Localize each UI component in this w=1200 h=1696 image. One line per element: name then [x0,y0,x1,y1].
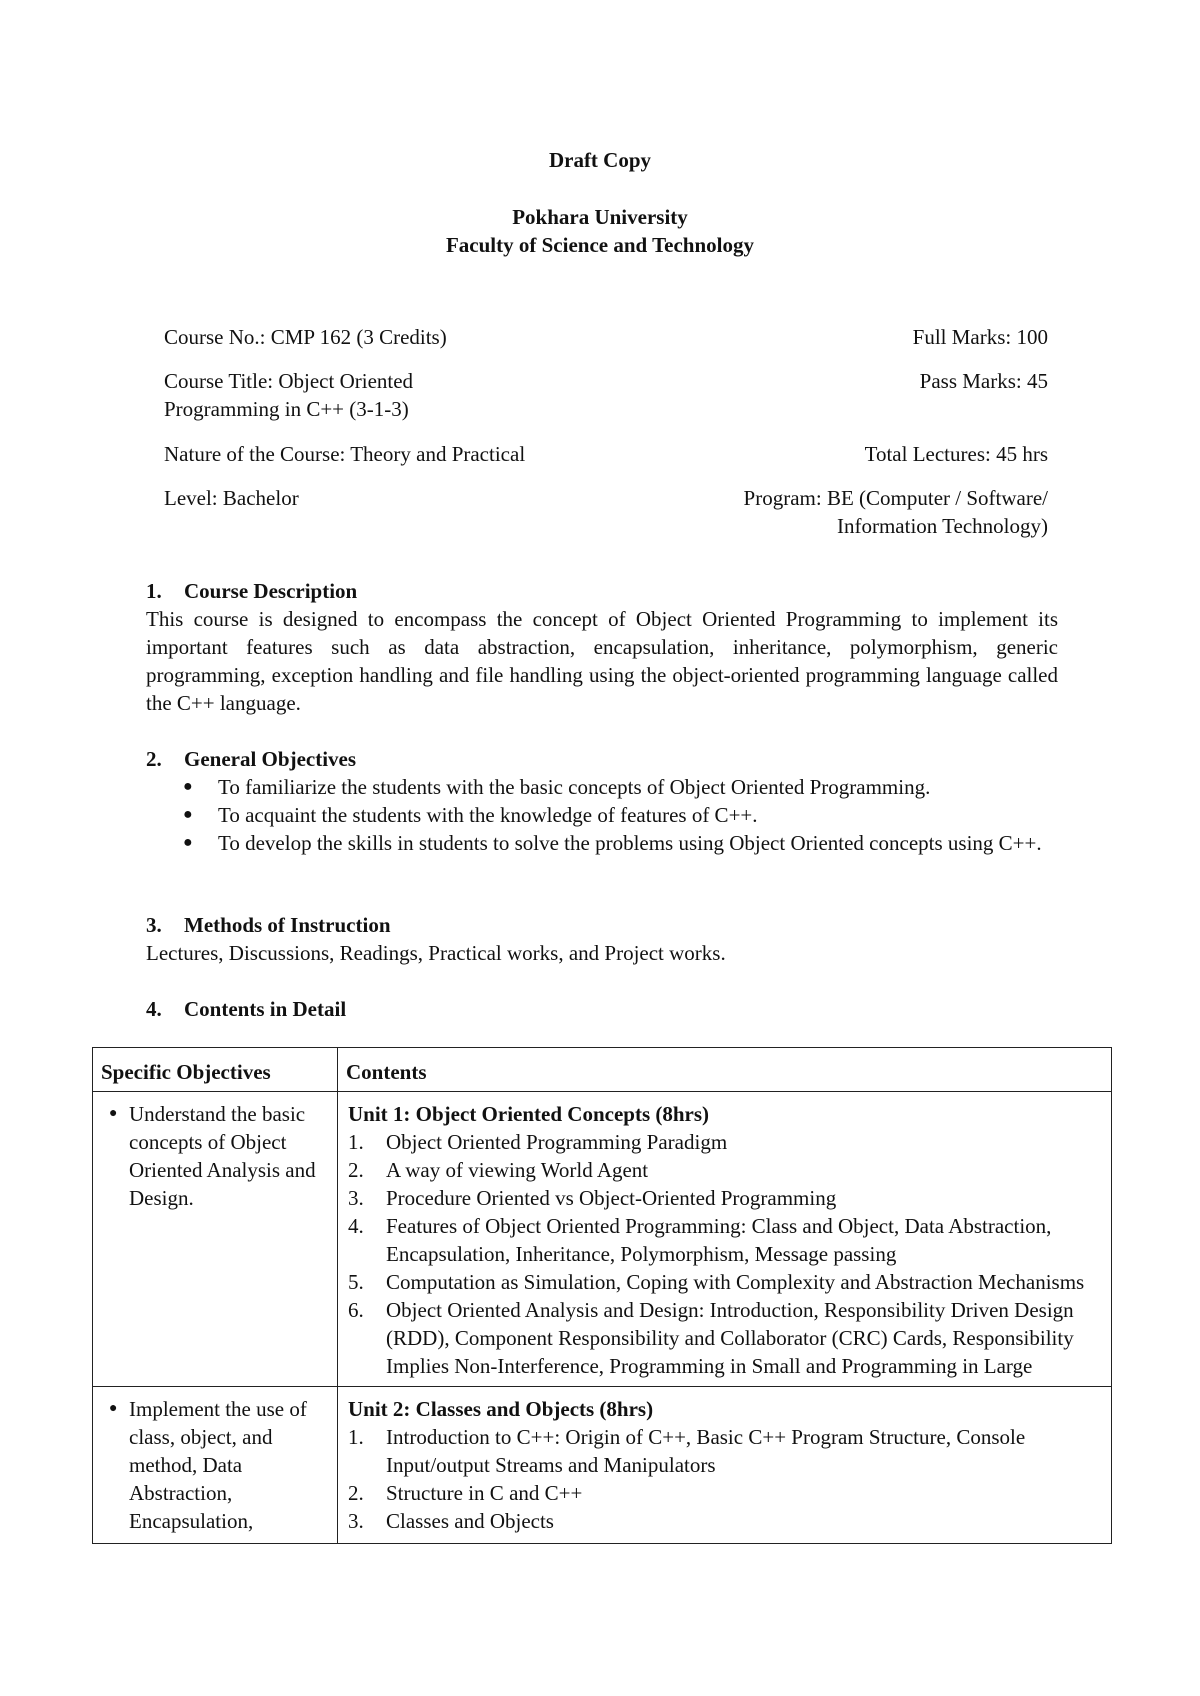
course-description-text: This course is designed to encompass the concept of Object Oriented Programming to implement its important features such as data abstraction, encapsulation, inheritance, polymorphism, generic programming, exception handling and file handling using the object-oriented programming language called the C++ language. [146,607,1058,715]
bullet-icon: ● [183,778,193,795]
unit-items [348,1423,1101,1535]
list-item [146,801,1076,829]
item-number: 2. [348,1158,364,1182]
item-number: 1. [348,1425,364,1449]
contents-table [92,1047,1112,1544]
course-title-line1: Course Title: Object Oriented [164,369,414,393]
section-number: 3. [146,913,162,937]
unit-title: Unit 1: Object Oriented Concepts (8hrs) [348,1102,710,1126]
item-text: Classes and Objects [386,1509,554,1533]
list-item [348,1184,1101,1212]
item-text: Procedure Oriented vs Object-Oriented Programming [386,1186,837,1210]
general-objectives-list [146,773,1076,857]
bullet-icon: ● [109,1106,118,1121]
item-text: A way of viewing World Agent [386,1158,649,1182]
list-item [348,1507,1101,1535]
objective-cell [93,1092,338,1387]
item-number: 1. [348,1130,364,1154]
bullet-icon: ● [109,1401,118,1416]
unit-items [348,1128,1101,1380]
item-number: 5. [348,1270,364,1294]
item-number: 2. [348,1481,364,1505]
list-item-text: To develop the skills in students to solve the problems using Object Oriented concepts using C++. [218,831,1042,855]
list-item [348,1423,1101,1479]
faculty-name: Faculty of Science and Technology [445,233,755,257]
section-title: General Objectives [184,747,357,771]
university-name: Pokhara University [512,205,688,229]
bullet-icon: ● [183,834,193,851]
course-number: Course No.: CMP 162 (3 Credits) [164,325,447,349]
draft-label: Draft Copy [548,148,652,172]
total-lectures: Total Lectures: 45 hrs [864,442,1048,466]
list-item-text: To acquaint the students with the knowledge of features of C++. [218,803,758,827]
objective-cell [93,1387,338,1544]
list-item-text: To familiarize the students with the basic concepts of Object Oriented Programming. [218,775,931,799]
table-header-row [93,1048,1112,1092]
section-title: Methods of Instruction [184,913,391,937]
objective-text: Understand the basic concepts of Object Oriented Analysis and Design. [129,1102,316,1210]
program-line2: Information Technology) [836,514,1048,538]
program-line1: Program: BE (Computer / Software/ [743,486,1048,510]
section-course-description-title [146,577,357,605]
list-item [146,829,1076,857]
section-number: 1. [146,579,162,603]
section-general-objectives-title [146,745,356,773]
bullet-icon: ● [183,806,193,823]
table-row [93,1092,1112,1387]
pass-marks: Pass Marks: 45 [919,369,1048,393]
section-title: Course Description [184,579,358,603]
list-item [348,1212,1101,1268]
column-header-objectives: Specific Objectives [93,1048,338,1092]
item-number: 6. [348,1298,364,1322]
item-number: 3. [348,1509,364,1533]
item-text: Features of Object Oriented Programming: Class and Object, Data Abstraction, Encapsulation, Inheritance, Polymorphism, Message passing [386,1214,1052,1266]
item-number: 4. [348,1214,364,1238]
section-number: 4. [146,997,162,1021]
course-nature: Nature of the Course: Theory and Practical [164,442,526,466]
section-number: 2. [146,747,162,771]
list-item [348,1268,1101,1296]
course-level: Level: Bachelor [164,486,299,510]
list-item [348,1156,1101,1184]
section-contents-title [146,995,346,1023]
item-text: Object Oriented Programming Paradigm [386,1130,728,1154]
section-title: Contents in Detail [184,997,347,1021]
list-item [348,1296,1101,1380]
course-title-line2: Programming in C++ (3-1-3) [164,397,409,421]
item-text: Object Oriented Analysis and Design: Introduction, Responsibility Driven Design (RDD), Component Responsibility and Collaborator (CRC) Cards, Responsibility Implies Non-Interference, Programming in Small and Programming in Large [386,1298,1074,1378]
list-item [348,1479,1101,1507]
section-methods-title [146,911,391,939]
list-item [146,773,1076,801]
column-header-contents: Contents [338,1048,1112,1092]
list-item [348,1128,1101,1156]
item-text: Structure in C and C++ [386,1481,583,1505]
item-text: Introduction to C++: Origin of C++, Basic C++ Program Structure, Console Input/output Streams and Manipulators [386,1425,1026,1477]
full-marks: Full Marks: 100 [912,325,1048,349]
methods-text: Lectures, Discussions, Readings, Practical works, and Project works. [146,941,726,965]
objective-text: Implement the use of class, object, and method, Data Abstraction, Encapsulation, [129,1397,307,1533]
contents-cell [338,1387,1112,1544]
contents-cell [338,1092,1112,1387]
unit-title: Unit 2: Classes and Objects (8hrs) [348,1397,654,1421]
item-number: 3. [348,1186,364,1210]
table-row [93,1387,1112,1544]
item-text: Computation as Simulation, Coping with Complexity and Abstraction Mechanisms [386,1270,1085,1294]
